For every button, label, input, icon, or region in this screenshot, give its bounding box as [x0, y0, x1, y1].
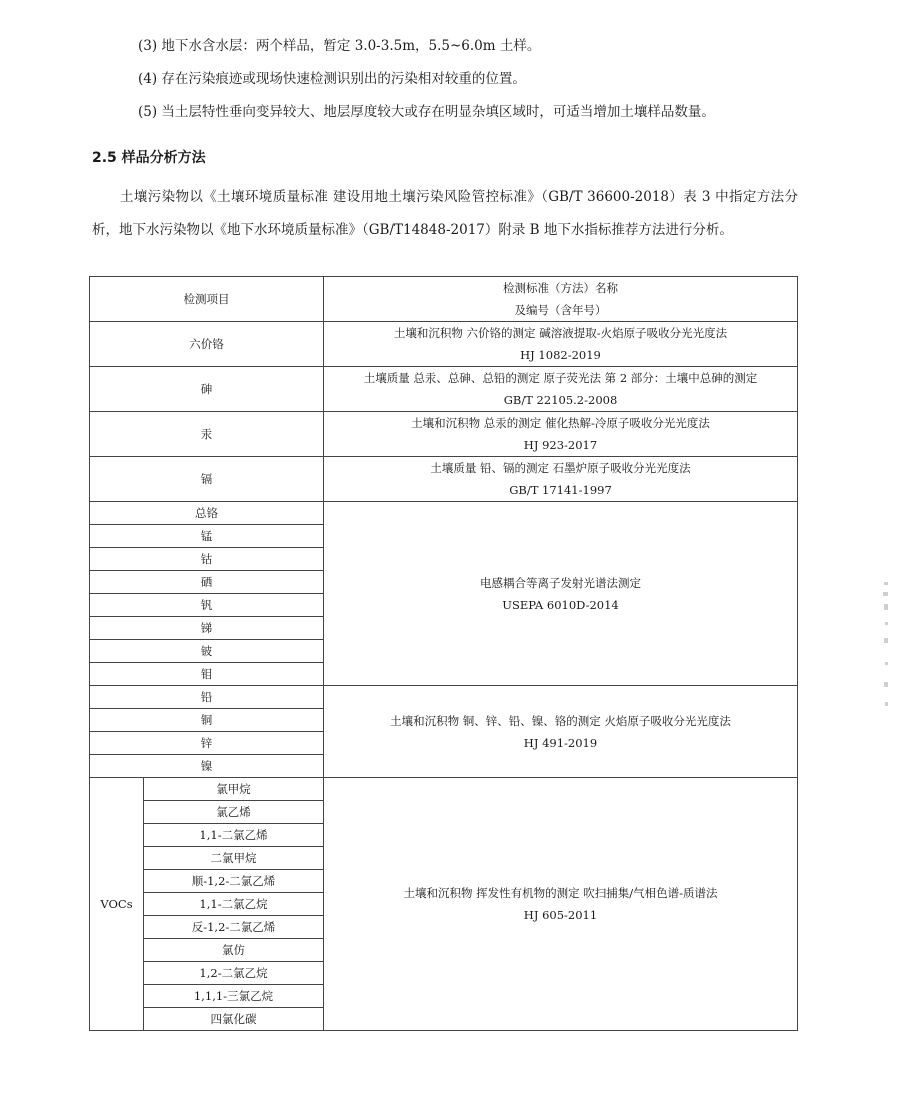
- method-cell: [324, 412, 798, 457]
- method-cell-icp: [324, 502, 798, 686]
- table-row: [90, 502, 798, 525]
- method-name: 土壤质量 总汞、总砷、总铅的测定 原子荧光法 第 2 部分：土壤中总砷的测定: [363, 371, 758, 385]
- item-cell: 钼: [90, 663, 324, 686]
- item-cell: 镍: [90, 755, 324, 778]
- list-item-3: (3) 地下水含水层：两个样品，暂定 3.0-3.5m，5.5~6.0m 土样。: [138, 38, 541, 54]
- method-name: 电感耦合等离子发射光谱法测定: [480, 575, 641, 590]
- method-code: HJ 605-2011: [523, 908, 598, 922]
- scan-artifact-icon: [876, 578, 896, 718]
- item-cell: 1,1,1-三氯乙烷: [144, 985, 324, 1008]
- item-cell: 氯仿: [144, 939, 324, 962]
- item-cell: 钴: [90, 548, 324, 571]
- method-name: 土壤和沉积物 六价铬的测定 碱溶液提取-火焰原子吸收分光光度法: [393, 326, 728, 340]
- scan-margin-marks: [876, 578, 896, 718]
- item-cell: 四氯化碳: [144, 1008, 324, 1031]
- item-cell: 顺-1,2-二氯乙烯: [144, 870, 324, 893]
- item-cell: 硒: [90, 571, 324, 594]
- table-row: [90, 322, 798, 367]
- item-cell: 铅: [90, 686, 324, 709]
- analysis-method-table: [89, 276, 798, 1031]
- item-cell: 氯甲烷: [144, 778, 324, 801]
- item-cell: 1,2-二氯乙烷: [144, 962, 324, 985]
- item-cell: 铜: [90, 709, 324, 732]
- item-cell: 汞: [90, 412, 324, 457]
- table-row: [90, 457, 798, 502]
- table-row: [90, 367, 798, 412]
- method-code: GB/T 17141-1997: [509, 483, 612, 497]
- header-method-line1: 检测标准（方法）名称: [503, 281, 618, 295]
- header-method-line2: 及编号（含年号）: [514, 303, 607, 317]
- item-cell: 总铬: [90, 502, 324, 525]
- item-cell: 铍: [90, 640, 324, 663]
- item-cell: 氯乙烯: [144, 801, 324, 824]
- voc-label-cell: VOCs: [90, 778, 144, 1031]
- method-name: 土壤质量 铅、镉的测定 石墨炉原子吸收分光光度法: [430, 461, 691, 475]
- method-code: HJ 923-2017: [523, 438, 598, 452]
- method-cell-aas: [324, 686, 798, 778]
- header-method: [324, 277, 798, 322]
- item-cell: 锌: [90, 732, 324, 755]
- method-code: HJ 1082-2019: [520, 348, 601, 362]
- list-item-5: (5) 当土层特性垂向变异较大、地层厚度较大或存在明显杂填区域时，可适当增加土壤样品数量。: [138, 104, 715, 120]
- item-cell: 锰: [90, 525, 324, 548]
- list-item-4: (4) 存在污染痕迹或现场快速检测识别出的污染相对较重的位置。: [138, 71, 526, 87]
- item-cell: 六价铬: [90, 322, 324, 367]
- table-header-row: [90, 277, 798, 322]
- method-cell: [324, 457, 798, 502]
- table-row: [90, 686, 798, 709]
- section-heading: 2.5 样品分析方法: [92, 150, 206, 166]
- table-row: [90, 412, 798, 457]
- item-cell: 1,1-二氯乙烷: [144, 893, 324, 916]
- method-name: 土壤和沉积物 总汞的测定 催化热解-冷原子吸收分光光度法: [411, 416, 710, 430]
- item-cell: 镉: [90, 457, 324, 502]
- table-row: [90, 778, 798, 801]
- item-cell: 砷: [90, 367, 324, 412]
- method-code: HJ 491-2019: [523, 735, 598, 750]
- method-code: GB/T 22105.2-2008: [503, 393, 618, 407]
- method-cell: [324, 322, 798, 367]
- item-cell: 钒: [90, 594, 324, 617]
- method-name: 土壤和沉积物 铜、锌、铅、镍、铬的测定 火焰原子吸收分光光度法: [390, 713, 731, 728]
- section-body: 土壤污染物以《土壤环境质量标准 建设用地土壤污染风险管控标准》（GB/T 36600-2018）表 3 中指定方法分析，地下水污染物以《地下水环境质量标准》（GB/T14848-2017）附录 B 地下水指标推荐方法进行分析。: [92, 189, 798, 238]
- item-cell: 反-1,2-二氯乙烯: [144, 916, 324, 939]
- header-item: 检测项目: [90, 277, 324, 322]
- item-cell: 二氯甲烷: [144, 847, 324, 870]
- method-code: USEPA 6010D-2014: [502, 597, 619, 612]
- item-cell: 锑: [90, 617, 324, 640]
- item-cell: 1,1-二氯乙烯: [144, 824, 324, 847]
- method-cell-voc: [324, 778, 798, 1031]
- method-cell: [324, 367, 798, 412]
- method-name: 土壤和沉积物 挥发性有机物的测定 吹扫捕集/气相色谱-质谱法: [403, 886, 718, 900]
